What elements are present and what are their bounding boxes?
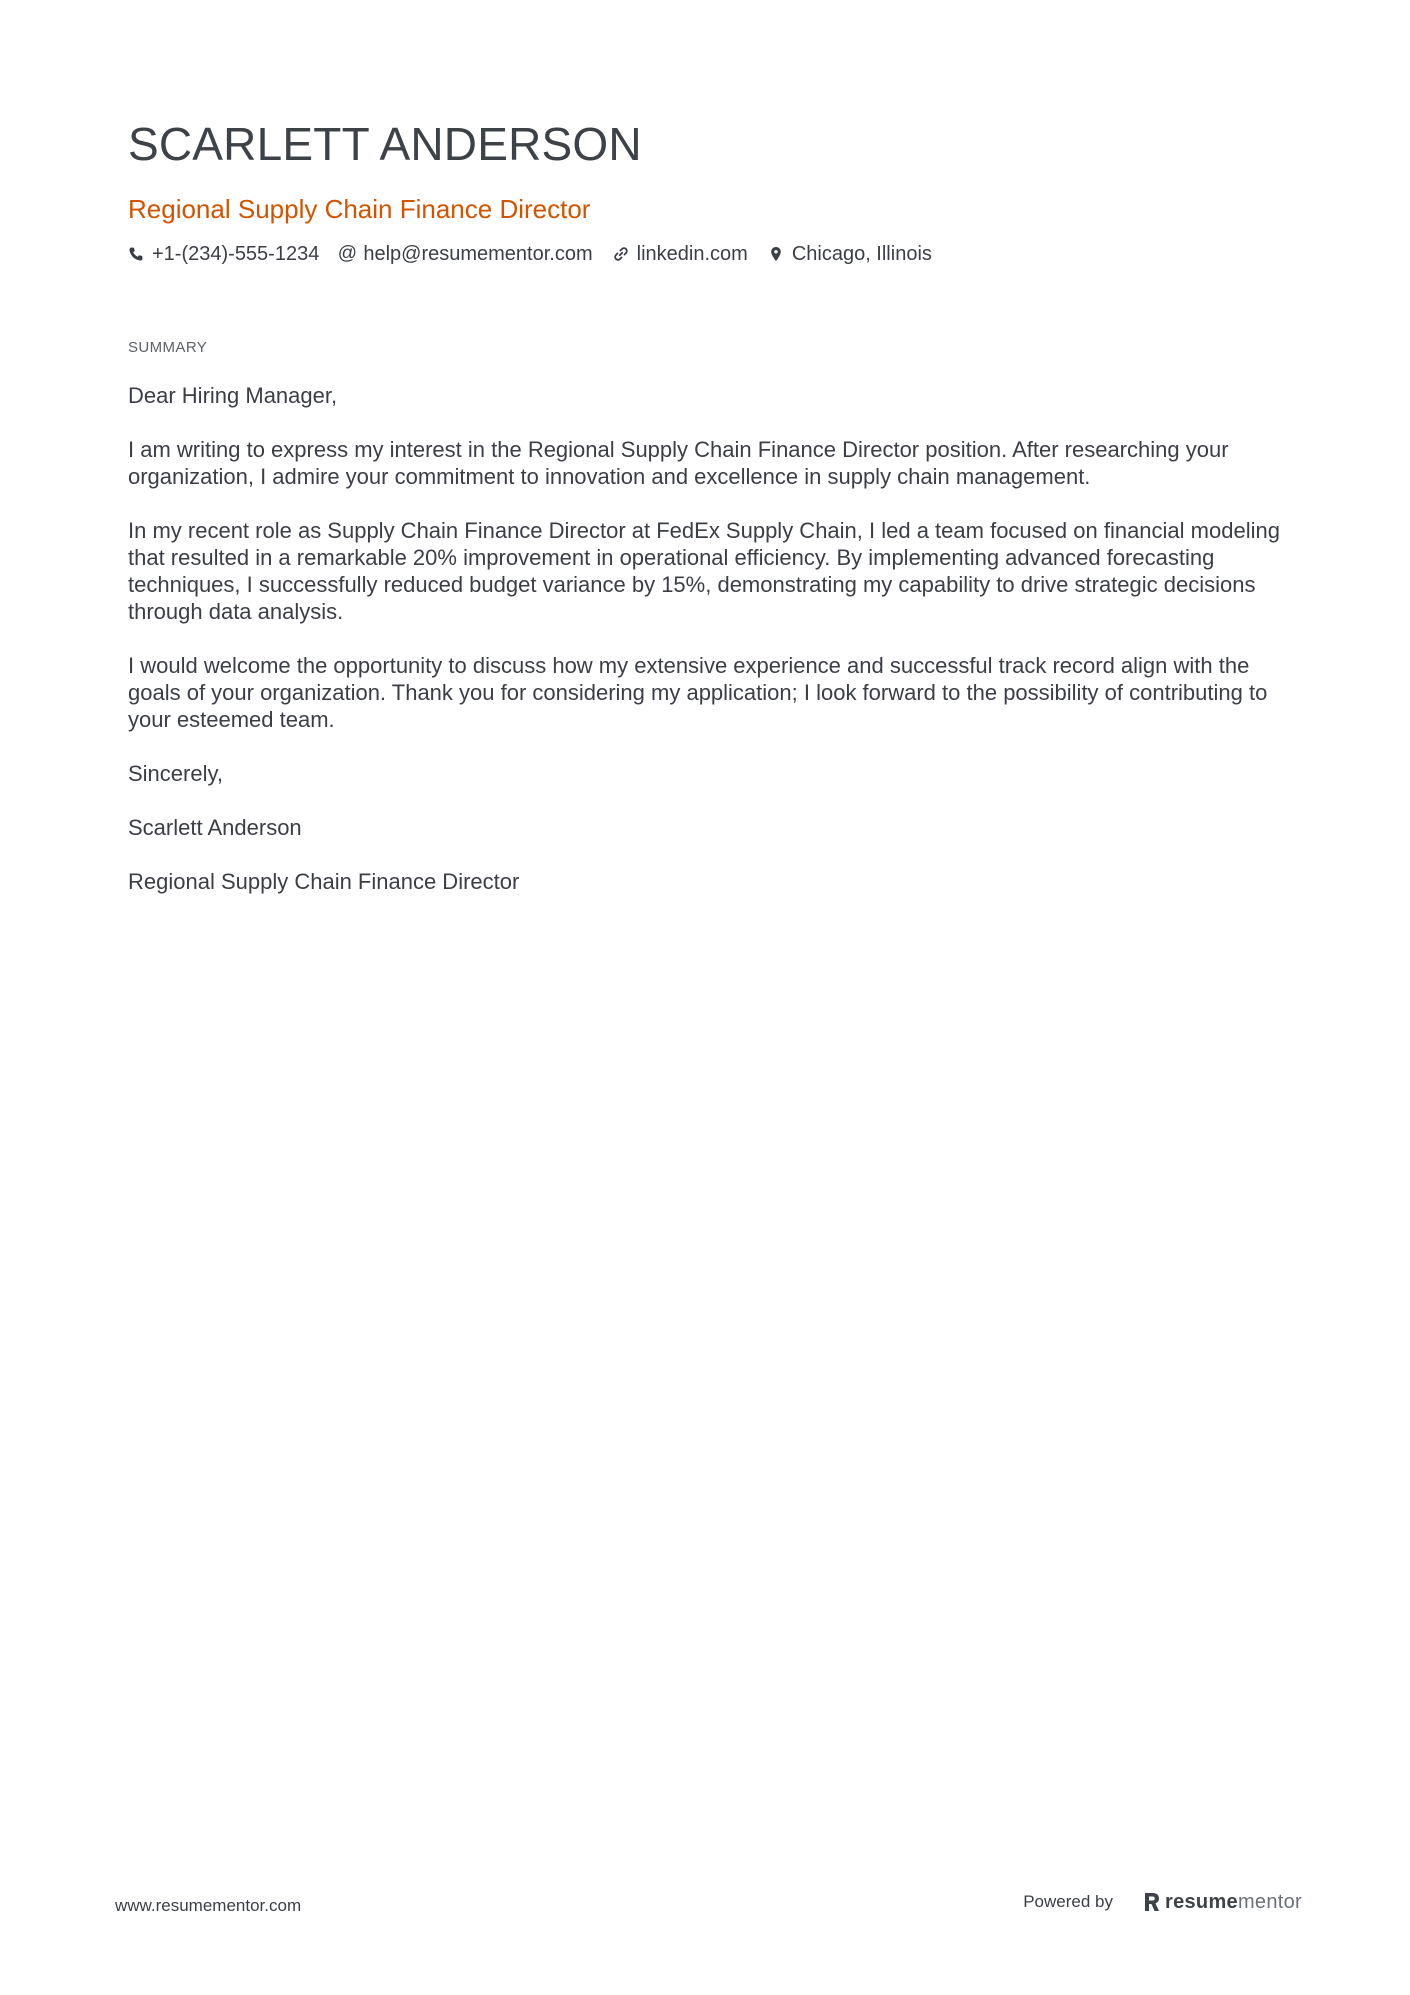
header (128, 112, 1288, 268)
signature-title: Regional Supply Chain Finance Director (128, 869, 520, 894)
contact-location (768, 240, 932, 268)
contact-phone (128, 240, 319, 268)
signature-name: Scarlett Anderson (128, 815, 302, 840)
contact-linkedin[interactable] (613, 240, 748, 268)
powered-by-label: Powered by (1023, 1892, 1113, 1911)
footer-branding (1023, 1890, 1302, 1914)
letter-paragraph: I would welcome the opportunity to discuss how my extensive experience and successful track record align with the goals of your organization. Thank you for considering my application; I look forward to the possibility of contributing to your esteemed team. (128, 653, 1268, 732)
letter-paragraph: In my recent role as Supply Chain Finance Director at FedEx Supply Chain, I led a team focused on financial modeling that resulted in a remarkable 20% improvement in operational efficiency. By implementing advanced forecasting techniques, I successfully reduced budget variance by 15%, demonstrating my capability to drive strategic decisions through data analysis. (128, 518, 1280, 624)
at-icon: @ (337, 243, 357, 264)
brand-name-mentor: mentor (1237, 1891, 1302, 1913)
footer-website[interactable]: www.resumementor.com (115, 1896, 302, 1915)
location-pin-icon (768, 246, 784, 262)
phone-icon (128, 246, 144, 262)
contact-email-text[interactable]: help@resumementor.com (363, 243, 593, 265)
candidate-name: SCARLETT ANDERSON (128, 118, 642, 170)
section-label-summary: SUMMARY (128, 339, 208, 356)
resumementor-logo[interactable] (1143, 1890, 1302, 1914)
letter-closing: Sincerely, (128, 761, 223, 786)
resumementor-logo-icon (1143, 1892, 1161, 1912)
contact-row (128, 240, 1288, 268)
contact-location-text: Chicago, Illinois (791, 243, 932, 265)
link-icon (613, 246, 629, 262)
letter-paragraph: I am writing to express my interest in the Regional Supply Chain Finance Director position. After researching your organization, I admire your commitment to innovation and excellence in supply chain management. (128, 437, 1229, 489)
letter-greeting: Dear Hiring Manager, (128, 383, 338, 408)
brand-name-resume: resume (1165, 1891, 1238, 1913)
contact-phone-text: +1-(234)-555-1234 (152, 243, 320, 265)
contact-email[interactable] (339, 240, 592, 268)
contact-linkedin-text[interactable]: linkedin.com (636, 243, 748, 265)
job-title: Regional Supply Chain Finance Director (128, 194, 591, 224)
letter-body (128, 382, 1288, 922)
